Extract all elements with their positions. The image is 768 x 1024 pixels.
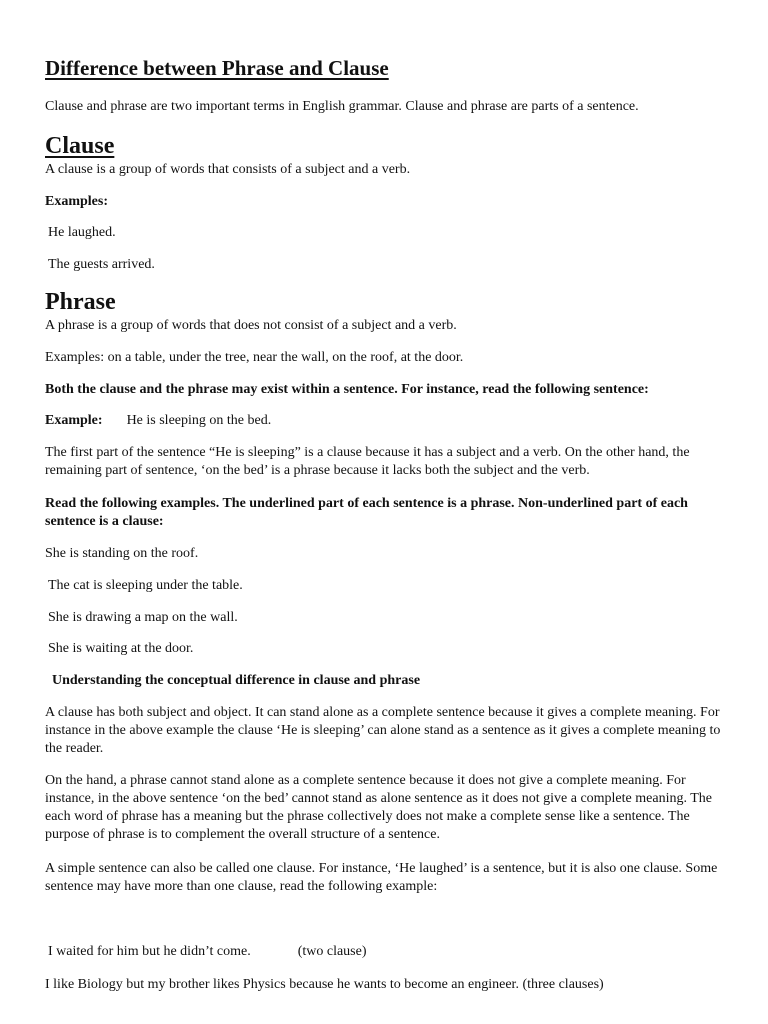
para1-line-2: instance in the above example the clause ‘He is sleeping’ can alone stand as a sentence as it gives a complete meaning to [45,723,721,738]
instruction-line-1: Read the following examples. The underlined part of each sentence is a phrase. Non-underlined part of each [45,496,688,511]
para3-line-1: A simple sentence can also be called one clause. For instance, ‘He laughed’ is a sentence, but it is also one clause. Some [45,861,718,876]
clause-example-1: He laughed. [48,225,116,240]
underline-example-4: She is waiting at the door. [48,641,194,656]
clause-example-2: The guests arrived. [48,257,155,272]
final-example-1-sentence: I waited for him but he didn’t come. [48,944,251,959]
underline-example-3: She is drawing a map on the wall. [48,610,238,625]
para1-line-3: the reader. [45,741,104,756]
document-title: Difference between Phrase and Clause [45,56,389,80]
para2-line-4: purpose of phrase is to complement the overall structure of a sentence. [45,827,440,842]
clause-heading: Clause [45,133,115,159]
phrase-examples-line: Examples: on a table, under the tree, near the wall, on the roof, at the door. [45,350,464,365]
explanation-line-1: The first part of the sentence “He is sleeping” is a clause because it has a subject and a verb. On the other hand, the [45,445,690,460]
final-example-1 [48,943,367,961]
underline-example-1: She is standing on the roof. [45,546,199,561]
example-line [45,412,271,430]
conceptual-heading: Understanding the conceptual difference in clause and phrase [52,673,421,688]
explanation-line-2: remaining part of sentence, ‘on the bed’ is a phrase because it lacks both the subject and the verb. [45,463,590,478]
underline-example-2: The cat is sleeping under the table. [48,578,243,593]
phrase-definition: A phrase is a group of words that does not consist of a subject and a verb. [45,318,457,333]
example-label: Example: [45,413,103,428]
final-example-2: I like Biology but my brother likes Physics because he wants to become an engineer. (three clauses) [45,977,604,992]
instruction-line-2: sentence is a clause: [45,514,164,529]
example-sentence: He is sleeping on the bed. [126,413,272,428]
phrase-heading: Phrase [45,289,116,315]
para1-line-1: A clause has both subject and object. It can stand alone as a complete sentence because it gives a complete meaning. For [45,705,720,720]
para3-line-2: sentence may have more than one clause, read the following example: [45,879,438,894]
para2-line-3: each word of phrase has a meaning but the phrase collectively does not make a complete sense like a sentence. The [45,809,690,824]
clause-definition: A clause is a group of words that consists of a subject and a verb. [45,162,411,177]
para2-line-2: instance, in the above sentence ‘on the bed’ cannot stand as alone sentence as it does not give a complete meaning. The [45,791,712,806]
para2-line-1: On the hand, a phrase cannot stand alone as a complete sentence because it does not give a complete meaning. For [45,773,686,788]
final-example-1-note: (two clause) [297,944,367,959]
clause-examples-label: Examples: [45,194,108,209]
intro-text: Clause and phrase are two important terms in English grammar. Clause and phrase are parts of a sentence. [45,99,639,114]
both-statement: Both the clause and the phrase may exist within a sentence. For instance, read the following sentence: [45,382,649,397]
